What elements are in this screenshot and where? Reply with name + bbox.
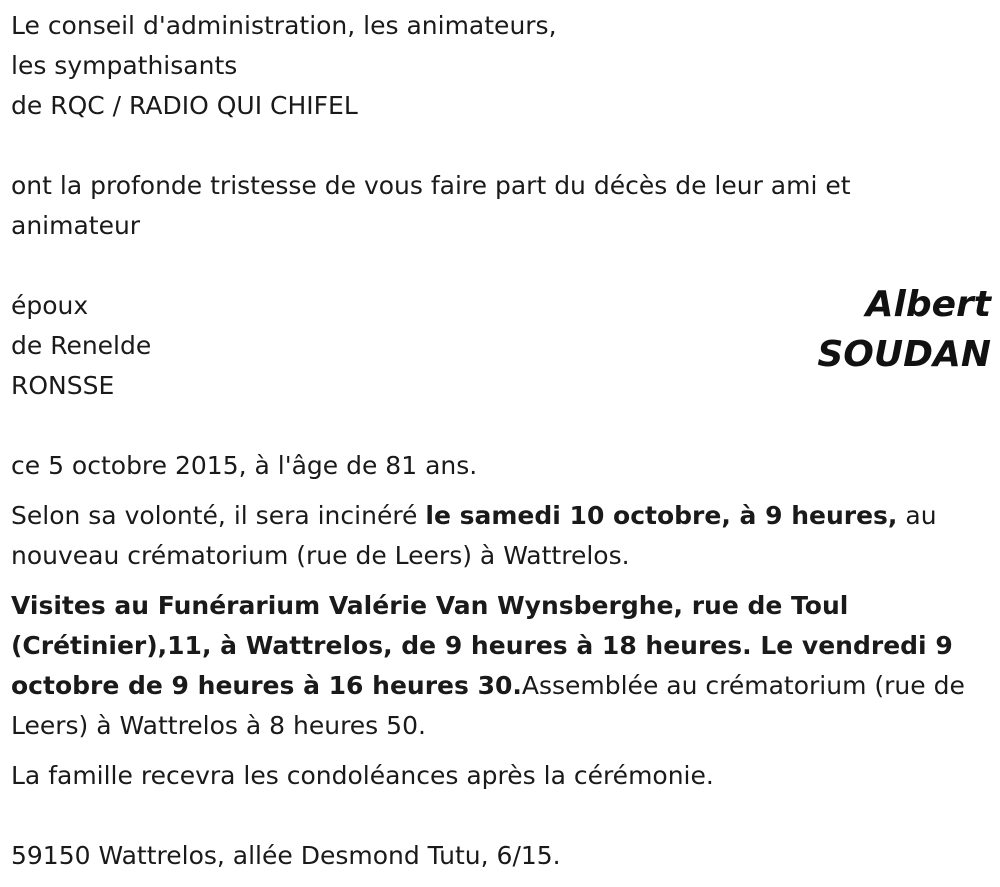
visits-line-1 <box>11 586 991 626</box>
death-line: ce 5 octobre 2015, à l'âge de 81 ans. <box>11 451 478 480</box>
cremation-line-1 <box>11 496 991 536</box>
header-block <box>11 6 991 126</box>
spouse-line-1: époux <box>11 291 89 320</box>
deceased-last-name: SOUDAN <box>817 334 991 375</box>
death-date-block <box>11 446 991 486</box>
spacer <box>11 126 991 166</box>
announcement-line-2: animateur <box>11 211 141 240</box>
spacer <box>11 486 991 496</box>
spacer <box>11 746 991 756</box>
cremation-line-2: nouveau crématorium (rue de Leers) à Wattrelos. <box>11 541 630 570</box>
spacer <box>11 796 991 836</box>
visits-line-2 <box>11 626 991 666</box>
visits-normal-3: Assemblée au crématorium (rue de <box>521 671 965 700</box>
spacer <box>11 576 991 586</box>
header-line-3: de RQC / RADIO QUI CHIFEL <box>11 91 358 120</box>
condolences-block <box>11 756 991 796</box>
spouse-name-row <box>11 286 991 406</box>
visits-line-3 <box>11 666 991 706</box>
visits-line-4: Leers) à Wattrelos à 8 heures 50. <box>11 711 426 740</box>
deceased-name <box>817 280 991 380</box>
visits-bold-3: octobre de 9 heures à 16 heures 30. <box>11 671 522 700</box>
visits-bold-1: Visites au Funérarium Valérie Van Wynsberghe, rue de Toul <box>11 591 849 620</box>
cremation-date: le samedi 10 octobre, à 9 heures, <box>425 501 898 530</box>
announcement-block <box>11 166 991 246</box>
obituary-notice <box>11 6 991 876</box>
cremation-text-start: Selon sa volonté, il sera incinéré <box>11 501 426 530</box>
condolences-line: La famille recevra les condoléances après la cérémonie. <box>11 761 714 790</box>
visits-bold-2: (Crétinier),11, à Wattrelos, de 9 heures à 18 heures. Le vendredi 9 <box>11 631 953 660</box>
spouse-line-3: RONSSE <box>11 371 115 400</box>
cremation-text-end: au <box>897 501 937 530</box>
spouse-block <box>11 286 151 406</box>
spacer <box>11 406 991 446</box>
address-line: 59150 Wattrelos, allée Desmond Tutu, 6/15. <box>11 841 561 870</box>
announcement-line-1: ont la profonde tristesse de vous faire part du décès de leur ami et <box>11 171 851 200</box>
visits-block <box>11 586 991 746</box>
address-block <box>11 836 991 876</box>
deceased-first-name: Albert <box>865 284 991 325</box>
spouse-line-2: de Renelde <box>11 331 152 360</box>
header-line-1: Le conseil d'administration, les animateurs, <box>11 11 557 40</box>
cremation-block <box>11 496 991 576</box>
header-line-2: les sympathisants <box>11 51 238 80</box>
